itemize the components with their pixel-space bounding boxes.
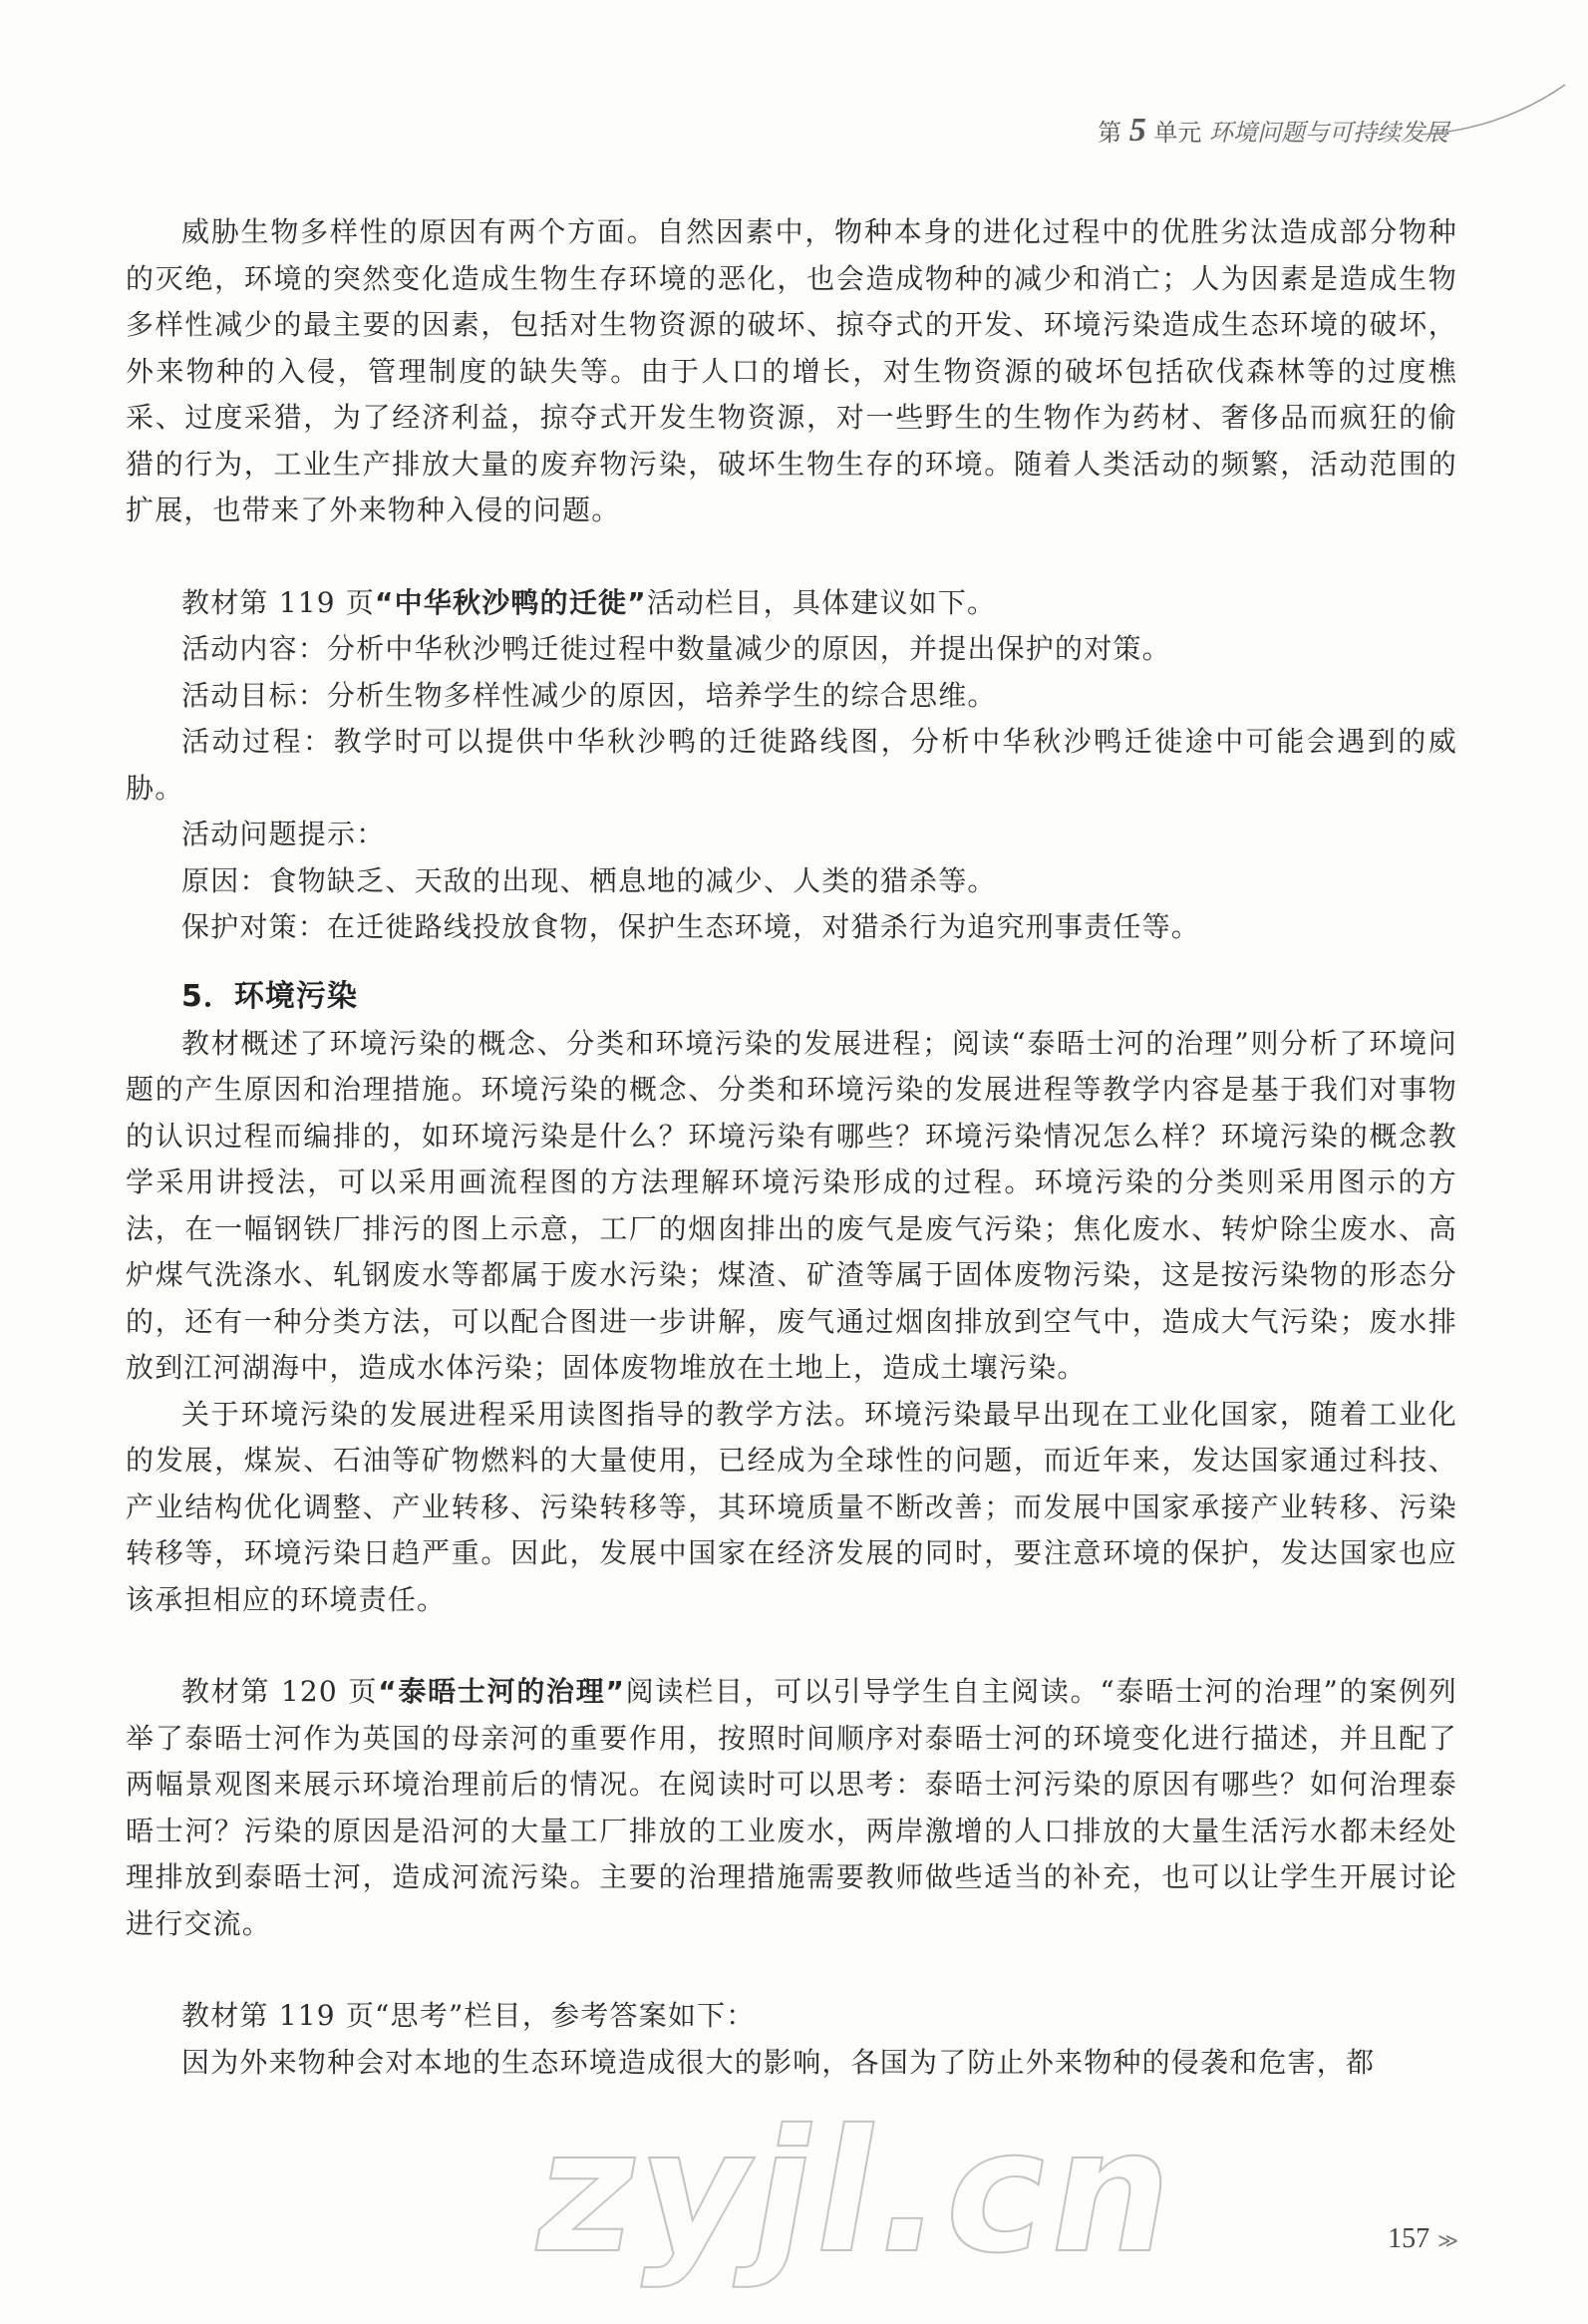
- paragraph-thames-reading: [126, 1669, 1457, 1947]
- paragraph-pollution-development: 关于环境污染的发展进程采用读图指导的教学方法。环境污染最早出现在工业化国家，随着工业化的发展，煤炭、石油等矿物燃料的大量使用，已经成为全球性的问题，而近年来，发达国家通过科技、产业结构优化调整、产业转移、污染转移等，其环境质量不断改善；而发展中国家承接产业转移、污染转移等，环境污染日趋严重。因此，发展中国家在经济发展的同时，要注意环境的保护，发达国家也应该承担相应的环境责任。: [126, 1397, 1457, 1616]
- header-decoration-curve: [1421, 80, 1570, 140]
- activity-intro-prefix: 教材第 119 页: [181, 585, 376, 619]
- watermark-text: zyjl.cn: [520, 2094, 1195, 2291]
- activity-intro-suffix: 活动栏目，具体建议如下。: [646, 585, 997, 619]
- unit-suffix: 单元: [1153, 119, 1202, 147]
- paragraph-thinking-intro: 教材第 119 页“思考”栏目，参考答案如下：: [181, 1999, 756, 2032]
- page-body: [126, 209, 1457, 2086]
- thames-quote: “泰晤士河的治理”: [378, 1675, 626, 1708]
- unit-number: 5: [1128, 112, 1146, 149]
- unit-prefix: 第: [1098, 119, 1122, 147]
- activity-intro-quote: “中华秋沙鸭的迁徙”: [375, 585, 647, 619]
- page-number: [1388, 2223, 1458, 2255]
- paragraph-biodiversity-causes: 威胁生物多样性的原因有两个方面。自然因素中，物种本身的进化过程中的优胜劣汰造成部分物种的灭绝，环境的突然变化造成生物生存环境的恶化，也会造成物种的减少和消亡；人为因素是造成生物多样性减少的最主要的因素，包括对生物资源的破坏、掠夺式的开发、环境污染造成生态环境的破坏，外来物种的入侵，管理制度的缺失等。由于人口的增长，对生物资源的破坏包括砍伐森林等的过度樵采、过度采猎，为了经济利益，掠夺式开发生物资源，对一些野生的生物作为药材、奢侈品而疯狂的偷猎的行为，工业生产排放大量的废弃物污染，破坏生物生存的环境。随着人类活动的频繁，活动范围的扩展，也带来了外来物种入侵的问题。: [126, 215, 1457, 526]
- section-heading-pollution: 5．环境污染: [181, 978, 358, 1014]
- thames-suffix: 阅读栏目，可以引导学生自主阅读。“泰晤士河的治理”的案例列举了泰晤士河作为英国的母亲河的重要作用，按照时间顺序对泰晤士河的环境变化进行描述，并且配了两幅景观图来展示环境治理前后的情况。在阅读时可以思考：泰晤士河污染的原因有哪些？如何治理泰晤士河？污染的原因是沿河的大量工厂排放的工业废水，两岸激增的人口排放的大量生活污水都未经处理排放到泰晤士河，造成河流污染。主要的治理措施需要教师做些适当的补充，也可以让学生开展讨论进行交流。: [126, 1675, 1458, 1940]
- paragraph-activity-process: 活动过程：教学时可以提供中华秋沙鸭的迁徙路线图，分析中华秋沙鸭迁徙途中可能会遇到的威胁。: [126, 725, 1457, 805]
- paragraph-activity-hints: 活动问题提示：: [181, 818, 386, 850]
- paragraph-activity-intro: [126, 580, 1457, 627]
- unit-title: 环境问题与可持续发展: [1209, 119, 1448, 147]
- thames-prefix: 教材第 120 页: [181, 1675, 379, 1708]
- paragraph-pollution-overview: 教材概述了环境污染的概念、分类和环境污染的发展进程；阅读“泰晤士河的治理”则分析了环境问题的产生原因和治理措施。环境污染的概念、分类和环境污染的发展进程等教学内容是基于我们对事物的认识过程而编排的，如环境污染是什么？环境污染有哪些？环境污染情况怎么样？环境污染的概念教学采用讲授法，可以采用画流程图的方法理解环境污染形成的过程。环境污染的分类则采用图示的方法，在一幅钢铁厂排污的图上示意，工厂的烟囱排出的废气是废气污染；焦化废水、转炉除尘废水、高炉煤气洗涤水、轧钢废水等都属于废水污染；煤渣、矿渣等属于固体废物污染，这是按污染物的形态分的，还有一种分类方法，可以配合图进一步讲解，废气通过烟囱排放到空气中，造成大气污染；废水排放到江河湖海中，造成水体污染；固体废物堆放在土地上，造成土壤污染。: [126, 1026, 1457, 1384]
- paragraph-activity-content: 活动内容：分析中华秋沙鸭迁徙过程中数量减少的原因，并提出保护的对策。: [181, 632, 1171, 665]
- paragraph-activity-goal: 活动目标：分析生物多样性减少的原因，培养学生的综合思维。: [181, 678, 997, 712]
- paragraph-thinking-answer: 因为外来物种会对本地的生态环境造成很大的影响，各国为了防止外来物种的侵袭和危害，都: [181, 2045, 1376, 2079]
- page-arrows-icon: ≫: [1437, 2228, 1458, 2252]
- paragraph-causes: 原因：食物缺乏、天敌的出现、栖息地的减少、人类的猎杀等。: [181, 863, 997, 897]
- page-number-value: 157: [1388, 2223, 1430, 2254]
- paragraph-protection: 保护对策：在迁徙路线投放食物，保护生态环境，对猎杀行为追究刑事责任等。: [181, 910, 1201, 943]
- running-header: [0, 112, 1448, 150]
